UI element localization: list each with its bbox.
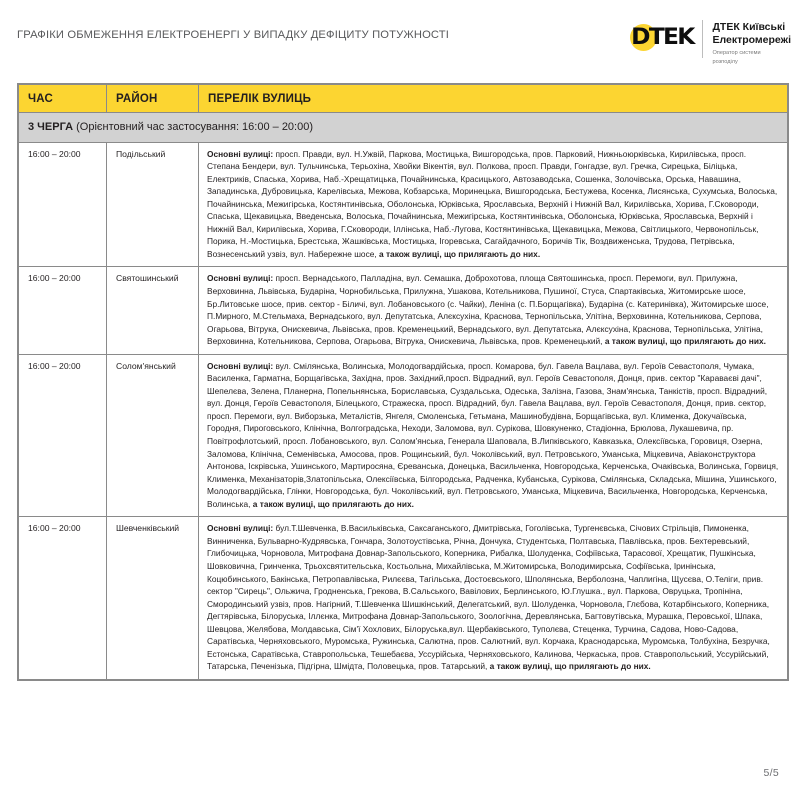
streets-list: просп. Вернадського, Палладіна, вул. Семашка, Доброхотова, площа Святошинська, просп. Перемоги, вул. Прилужна, Верховинна, Львівська, Бударіна, Чорнобильська, Прилужна, Ушакова, Котельникова, Пушиної, Стуса, Спартаківська, Житомирське шосе, Бр.Литовське шосе, прив. сектор - Біличі, вул. Лобановського (с. Чайки), Леніна (с. П.Борщагівка), Бударіна (с. Катеринівка), Житомирське шосе, П.Мирного, М.Стельмаха, Вернадського, вул. Депутатська, Алєксухіна, Краснова, Тернопільська, Улітіна, Верховинна, Котельникова, Серпова, Огарьова, Вітрука, Онискевича, Львівська, пров. Кременецький, Вернадського, вул. Депутатська, Алєксухіна, Краснова, Тернопільська, Улітіна, Верховинна, Котельникова, Серпова, Огарьова, Вітрука, Онискевича, Львівська, пров. Кременецький,	[207, 273, 769, 347]
logo-mark-text: DTEK	[631, 25, 695, 50]
page-header	[0, 0, 805, 70]
table-body	[19, 142, 788, 679]
queue-banner-row	[19, 113, 788, 143]
logo-divider	[702, 20, 703, 58]
page-number: 5/5	[763, 767, 779, 779]
streets-label: Основні вулиці:	[207, 273, 274, 284]
outage-schedule-table	[18, 84, 788, 680]
logo-subtitle-line-2: розподілу	[712, 59, 738, 66]
logo-subtitle-line-1: Оператор системи	[712, 49, 761, 56]
column-header-time: ЧАС	[19, 85, 107, 113]
cell-region: Шевченківський	[107, 517, 199, 680]
logo-wordmark	[712, 20, 791, 67]
streets-list: вул. Смілянська, Волинська, Молодогвардійська, просп. Комарова, бул. Гавела Вацлава, вул. Героїв Севастополя, Чумака, Василенка, Гарматна, Борщагівська, Західна, пров. Західний,просп. Відрадний, вул. Героїв Севастополя, Донця, прив. сектор "Караваєві дачі", Шепелєва, Зелена, Планерна, Попельнянська, Бориславська, Суздальська, Одеська, Залізна, Газова, Знам'янська, Танкістів, просп. Відрадний, вул. Донця, Героїв Севастополя, Білецького, Стражеска, просп. Відрадний, бул. Гавела Вацлава, вул. Героїв Севастополя, Донця, прив. сектор, просп. Перемоги, вул. Виборзька, Металістів, Янгеля, Смоленська, Гетьмана, Машинобудівна, Борщагівська, вул. Клименка, Докучаївська, Городня, Пироговського, Клінічна, Волгоградська, Неходи, Заломова, вул. Сурікова, Шовкуненко, Стадіонна, Брюлова, Лукашевича, пр. Повітрофлотський, просп. Лобановського, вул. Солом'янська, Генерала Шаповала, В.Липківського, Кавказька, Олексіївська, Горовиця, Озерна, Заломова, Клінічна, Семенівська, Амосова, пров. Рощинський, бул. Чоколівський, вул. Петровського, Уманська, Міцкевича, Авіаконструктора Антонова, Іскрівська, Ушинського, Мартиросяна, Єреванська, Донецька, Васильченка, Новгородська, Керченська, Очаківська, Волинська, Горвиця, Клименка, Механізаторів,Златопільська, Олексіївська, Білгородська, Радченка, Кубанська, Сурікова, Смілянська, Складська, Мішина, Ушинського, Молодогвардійська, Глінки, Новгородська, бул. Чоколівський, вул. Петровського, Уманська, Міцкевича, Васильченка, Новгородська, Керченська, Волинська,	[207, 360, 779, 509]
cell-time: 16:00 – 20:00	[19, 354, 107, 517]
streets-list: просп. Правди, вул. Н.Ужвій, Паркова, Мостицька, Вишгородська, пров. Парковий, Нижньоюрківська, Кирилівська, просп. Степана Бендери, вул. Тульчинська, Терьохіна, Хвойки Вікентія, вул. Полкова, просп. Правди, Гонгадзе, вул. Гречка, Сирецька, Біліцька, Електриків, Спаська, Хорива, Наб.-Хрещатицька, Почайнинська, Красицького, Автозаводська, Сошенка, Золочівська, Орська, Навашина, Западинська, Дубровицька, Карелівська, Межова, Кобзарська, Моринецька, Вишгородська, Бестужева, Косенка, Лисянська, Сухумська, Волоська, Почайнинська, Межигірська, Костянтинівська, Оболонська, Юрківська, Ярославська, Верхній і Нижній Вал, Кирилівська, Хорива, Г.Сковороди, Спаська, Щекавицька, Введенська, Волоська, Почайнинська, Межигірська, Костянтинівська, Оболонська, Юрківська, Ярославська, Верхній і Нижній Вал, Кирилівська, Хорива, Г.Сковороди, Іллінська, Наб.-Лугова, Костянтинівська, Щекавицька, Межова, Світлицького, Червонопільськ, Порика, Н.-Мостицька, Брестська, Жашківська, Мостицька, Ігоревська, Сагайдачного, Боричів Тік, Воздвиженська, Трудова, Петрівська, Вознесенський узвіз, вул. Набережне шосе,	[207, 148, 778, 259]
streets-suffix: а також вулиці, що прилягають до них.	[489, 661, 651, 672]
cell-time: 16:00 – 20:00	[19, 517, 107, 680]
cell-streets	[199, 142, 788, 267]
logo-company-line-2: Електромережі	[712, 34, 791, 47]
column-header-region: РАЙОН	[107, 85, 199, 113]
table-row	[19, 267, 788, 354]
table-header-row	[19, 85, 788, 113]
streets-label: Основні вулиці:	[207, 148, 274, 159]
cell-region: Солом'янський	[107, 354, 199, 517]
schedule-table-wrapper	[17, 83, 789, 681]
queue-banner-text	[28, 121, 313, 133]
streets-label: Основні вулиці:	[207, 523, 274, 534]
cell-streets	[199, 517, 788, 680]
column-header-streets: ПЕРЕЛІК ВУЛИЦЬ	[199, 85, 788, 113]
cell-time: 16:00 – 20:00	[19, 267, 107, 354]
streets-suffix: а також вулиці, що прилягають до них.	[252, 498, 414, 509]
queue-note: (Орієнтовний час застосування: 16:00 – 20:00)	[76, 121, 314, 133]
queue-label: 3 ЧЕРГА	[28, 121, 74, 133]
logo-company-line-1: ДТЕК Київські	[712, 21, 786, 33]
dtek-logo	[628, 20, 791, 67]
streets-list: бул.Т.Шевченка, В.Васильківська, Саксаганського, Дмитрівська, Гоголівська, Тургенєвська, Січових Стрільців, Пимоненка, Винниченка, Бульварно-Кудрявська, Гончара, Золотоустівська, Річна, Дончука, Студентська, Полтавська, Павлівська, пров. Бехтеревський, Глибочицька, Чорновола, Митрофана Довнар-Запольського, Коперника, Рибалка, Шолуденка, Софіївська, Тарасової, Хрещатик, Пушкінська, Шовковична, Гринченка, Трьохсвятительська, Костьольна, Михайлівська, М.Житомирська, Володимирська, Софіївська, Іринінська, Коцюбинського, Бакінська, Петропавлівська, Рилєєва, Тагільська, Достоєвського, Шполянська, Верболозна, Чаплигіна, Щусєва, О.Теліги, прив. сектор "Сирець", Ольжича, Гродненська, Грекова, В.Сальського, Вавілових, Берлинського, Ю.Глушка., вул. Паркова, Овруцька, Тропініна, Смородинський узвіз, пров. Нагірний, Т.Шевченка Шишкінський, Делегатський, вул. Шолуденка, Чорновола, Глєбова, Котарбінського, Коперника, Дегтярівська, Білоруська, Іллєнка, Митрофана Довнар-Запольського, Зоологічна, Деревлянська, Багтовутівська, Мурашка, Перовської, Шпака, Шевцова, Желябова, Молдавська, Сім'ї Хохлових, Білоруська,вул. Щербаківського, Туполєва, Стеценка, Турчина, Садова, Ново-Садова, Саратівська, Черняховського, Муромська, Ружинська, Салютна, пров. Салютний, вул. Корчака, Краснодарська, Муромська, Толбухіна, Безручка, Естонська, Саратівська, Ставропольська, Тешебаєва, Уссурійська, Черняховського, Калинова, Черкаська, пров. Ставропольський, Уссурійський, Татарська, Печенізька, Підгірна, Шмідта, Половецька, пров. Татарський,	[207, 523, 770, 672]
cell-time: 16:00 – 20:00	[19, 142, 107, 267]
streets-label: Основні вулиці:	[207, 360, 274, 371]
page-title: ГРАФІКИ ОБМЕЖЕННЯ ЕЛЕКТРОЕНЕРГІ У ВИПАДКУ ДЕФІЦИТУ ПОТУЖНОСТІ	[17, 29, 450, 41]
streets-suffix: а також вулиці, що прилягають до них.	[379, 248, 541, 259]
cell-streets	[199, 354, 788, 517]
dtek-logomark-icon	[628, 23, 696, 53]
queue-banner-cell	[19, 113, 788, 143]
table-row	[19, 142, 788, 267]
cell-streets	[199, 267, 788, 354]
table-row	[19, 517, 788, 680]
cell-region: Святошинський	[107, 267, 199, 354]
table-row	[19, 354, 788, 517]
cell-region: Подільський	[107, 142, 199, 267]
streets-suffix: а також вулиці, що прилягають до них.	[604, 336, 766, 347]
